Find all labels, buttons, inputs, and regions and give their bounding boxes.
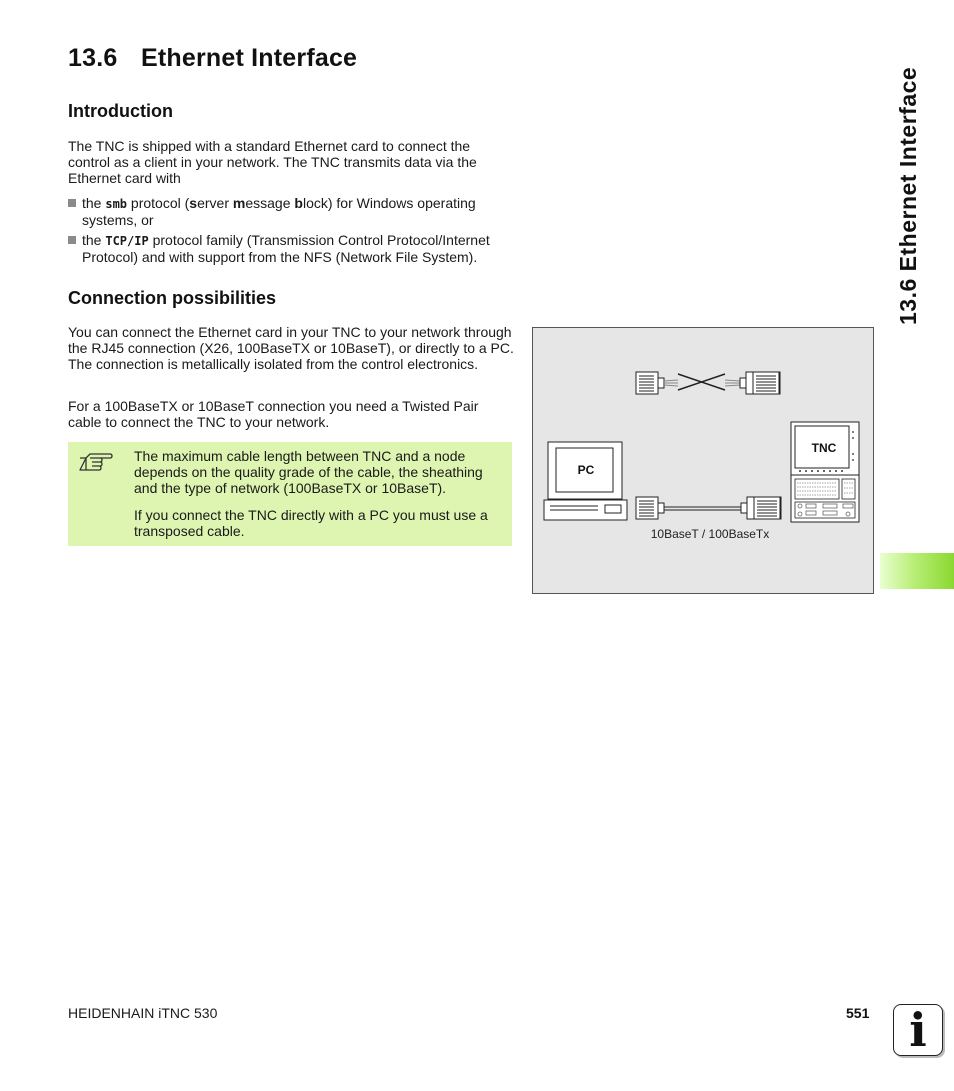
- list-item: the smb protocol (server message block) for Windows operating systems, or: [68, 195, 514, 228]
- section-number: 13.6: [68, 44, 118, 72]
- pc-icon: [544, 442, 627, 520]
- page-number: 551: [846, 1005, 870, 1021]
- cable-paragraph: For a 100BaseTX or 10BaseT connection you need a Twisted Pair cable to connect the TNC to your network.: [68, 398, 479, 430]
- connection-diagram: [532, 327, 874, 594]
- page-title: [68, 44, 357, 73]
- connection-paragraph: You can connect the Ethernet card in your TNC to your network through the RJ45 connection (X26, 100BaseTX or 10BaseT), or directly to a PC. The connection is metallically isolated from the control electronics.: [68, 324, 514, 372]
- list-item: the TCP/IP protocol family (Transmission Control Protocol/Internet Protocol) and with support from the NFS (Network File System).: [68, 232, 514, 265]
- info-icon: i: [893, 1004, 943, 1056]
- bullet-square-icon: [68, 236, 76, 244]
- tnc-control-icon: [791, 422, 859, 522]
- pointing-hand-icon: [78, 450, 114, 474]
- intro-heading: Introduction: [68, 101, 173, 121]
- chapter-tab: [880, 553, 954, 589]
- note-box: [68, 442, 512, 546]
- section-title: Ethernet Interface: [141, 44, 358, 72]
- tnc-label: TNC: [811, 441, 837, 455]
- pc-label: PC: [577, 463, 595, 477]
- straight-cable-icon: [636, 497, 781, 519]
- bullet-square-icon: [68, 199, 76, 207]
- note-text-1: The maximum cable length between TNC and a node depends on the quality grade of the cable, the sheathing and the type of network (100BaseTX or 10BaseT).: [134, 448, 483, 496]
- intro-paragraph: The TNC is shipped with a standard Ethernet card to connect the control as a client in your network. The TNC transmits data via the Ethernet card with: [68, 138, 477, 186]
- note-text-2: If you connect the TNC directly with a PC you must use a transposed cable.: [134, 507, 488, 539]
- cable-label: 10BaseT / 100BaseTx: [650, 527, 770, 541]
- footer-product: HEIDENHAIN iTNC 530: [68, 1005, 218, 1021]
- crossed-cable-icon: [636, 372, 780, 394]
- connection-heading: Connection possibilities: [68, 288, 277, 308]
